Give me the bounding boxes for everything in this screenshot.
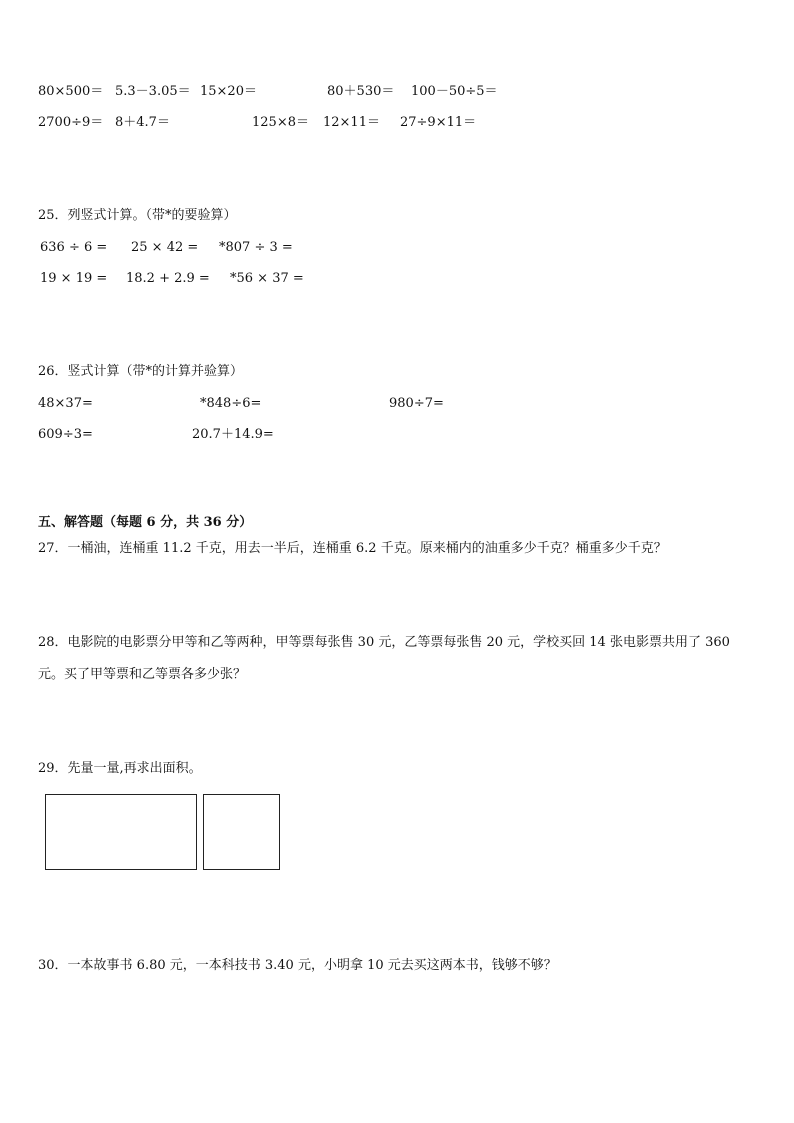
q26-title: 26．竖式计算（带*的计算并验算） xyxy=(38,364,244,379)
q27-text: 27．一桶油，连桶重 11.2 千克，用去一半后，连桶重 6.2 千克。原来桶内的油重多少千克？桶重多少千克？ xyxy=(38,541,667,556)
q25-item-4: 19 × 19 = xyxy=(40,271,108,286)
q25-title: 25．列竖式计算。（带*的要验算） xyxy=(38,208,237,223)
oral-calc-9: 12×11＝ xyxy=(323,115,380,130)
q30-text: 30．一本故事书 6.80 元，一本科技书 3.40 元，小明拿 10 元去买这两本书，钱够不够？ xyxy=(38,958,557,973)
oral-calc-4: 80＋530＝ xyxy=(327,84,395,99)
oral-calc-7: 8＋4.7＝ xyxy=(115,115,170,130)
q25-item-5: 18.2 + 2.9 = xyxy=(126,271,210,286)
q28-text-line1: 28．电影院的电影票分甲等和乙等两种，甲等票每张售 30 元，乙等票每张售 20 元，学校买回 14 张电影票共用了 360 xyxy=(38,635,730,650)
oral-calc-1: 80×500＝ xyxy=(38,84,104,99)
rectangle-figure xyxy=(45,794,197,870)
q26-item-5: 20.7＋14.9= xyxy=(192,427,274,442)
square-figure xyxy=(203,794,280,870)
oral-calc-10: 27÷9×11＝ xyxy=(400,115,477,130)
oral-calc-2: 5.3－3.05＝ xyxy=(115,84,191,99)
oral-calc-3: 15×20＝ xyxy=(200,84,257,99)
q26-item-3: 980÷7= xyxy=(389,396,444,411)
q25-item-6: *56 × 37 = xyxy=(230,271,304,286)
section-heading: 五、解答题（每题 6 分，共 36 分） xyxy=(38,515,253,530)
q26-item-2: *848÷6= xyxy=(200,396,262,411)
q26-item-1: 48×37= xyxy=(38,396,93,411)
q29-text: 29．先量一量,再求出面积。 xyxy=(38,761,202,776)
q25-item-3: *807 ÷ 3 = xyxy=(219,240,293,255)
oral-calc-6: 2700÷9＝ xyxy=(38,115,104,130)
q28-text-line2: 元。买了甲等票和乙等票各多少张？ xyxy=(38,667,247,682)
q25-item-2: 25 × 42 = xyxy=(131,240,199,255)
q26-item-4: 609÷3= xyxy=(38,427,93,442)
oral-calc-5: 100－50÷5＝ xyxy=(411,84,498,99)
q25-item-1: 636 ÷ 6 = xyxy=(40,240,108,255)
oral-calc-8: 125×8＝ xyxy=(252,115,309,130)
